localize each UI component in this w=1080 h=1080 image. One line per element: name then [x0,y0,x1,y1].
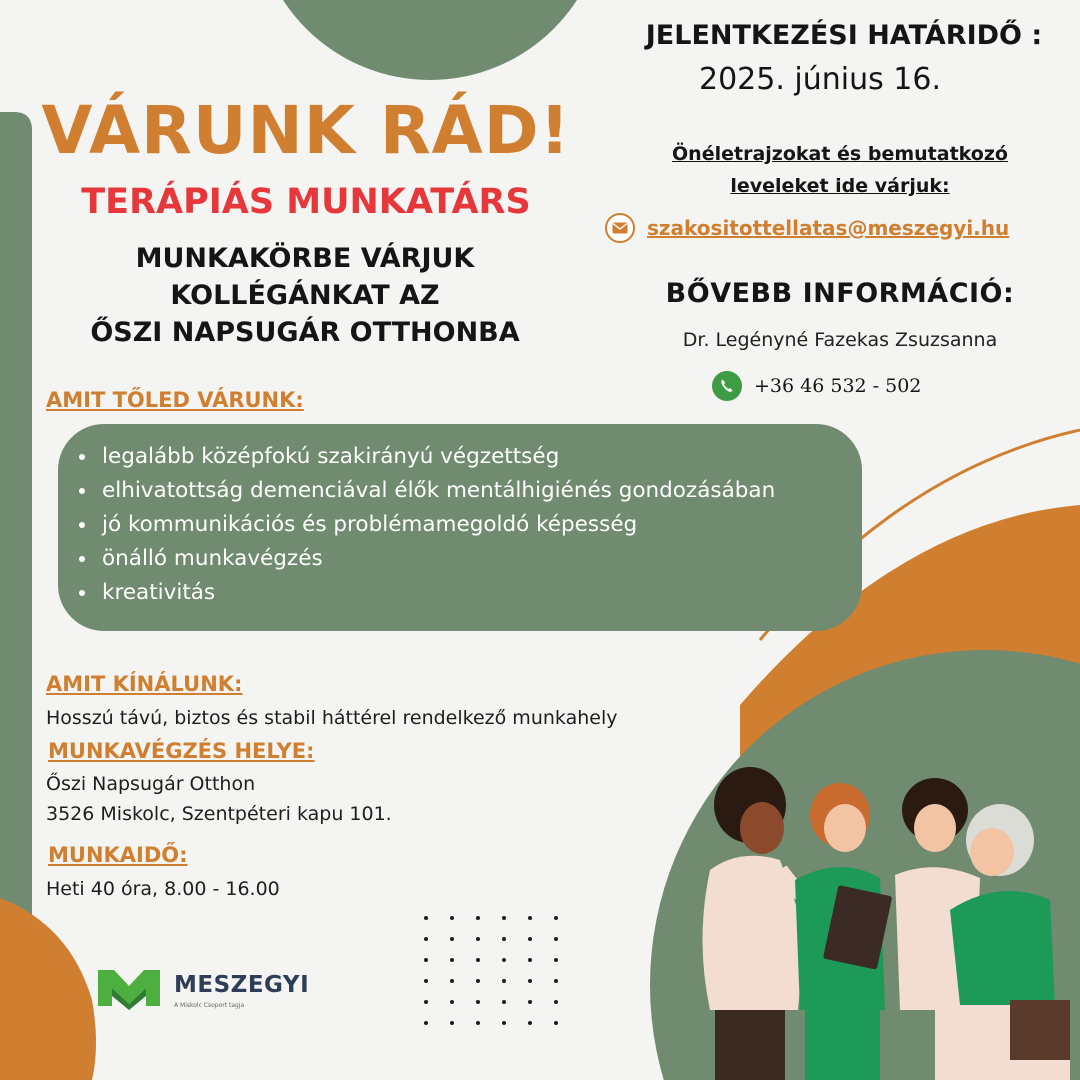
intro-line: ŐSZI NAPSUGÁR OTTHONBA [90,317,520,348]
decor-dot [554,958,558,962]
intro-line: MUNKAKÖRBE VÁRJUK [135,243,475,274]
envelope-icon [605,213,635,243]
decor-dot [476,1021,480,1025]
decor-dot [424,1000,428,1004]
list-item: • elhivatottság demenciával élők mentálhigiénés gondozásában [98,474,862,508]
email-link[interactable]: szakositottellatas@meszegyi.hu [647,216,1010,240]
list-item: • jó kommunikációs és problémamegoldó képesség [98,508,862,542]
decor-dot [450,916,454,920]
decor-dot [476,916,480,920]
workplace-address [46,769,392,829]
decor-dot [424,916,428,920]
decor-dot [554,937,558,941]
elderly-figure [935,804,1070,1080]
decor-dot [424,1021,428,1025]
top-green-circle [255,0,605,80]
deadline-label: JELENTKEZÉSI HATÁRIDŐ : [645,20,1043,51]
decor-dot [450,958,454,962]
email-row [605,211,1075,245]
decor-dot [450,1000,454,1004]
decor-dot [502,979,506,983]
decor-dot [502,916,506,920]
decor-dot [502,1000,506,1004]
caregivers-illustration [680,760,1080,1080]
decor-dot [502,1021,506,1025]
meszegyi-logo-icon [96,966,162,1010]
decor-dot [424,958,428,962]
requirements-heading: AMIT TŐLED VÁRUNK: [46,388,304,412]
decor-dot [528,916,532,920]
intro-text [80,240,530,351]
workplace-heading: MUNKAVÉGZÉS HELYE: [48,739,315,763]
offer-heading: AMIT KÍNÁLUNK: [46,672,243,696]
logo-tagline: A Miskolc Csoport tagja [174,1002,245,1009]
decor-dot [554,979,558,983]
dot-grid-decoration [420,912,570,1032]
decor-dot [476,979,480,983]
more-info-heading: BŐVEBB INFORMÁCIÓ: [665,278,1015,309]
hours-text: Heti 40 óra, 8.00 - 16.00 [46,878,280,900]
decor-dot [528,937,532,941]
left-green-bar [0,112,32,950]
decor-dot [554,1021,558,1025]
position-title: TERÁPIÁS MUNKATÁRS [81,182,531,222]
workplace-line: Őszi Napsugár Otthon [46,773,256,795]
nurse-figure [795,783,892,1080]
intro-line: KOLLÉGÁNKAT AZ [170,280,440,311]
list-item: • önálló munkavégzés [98,542,862,576]
list-item: • kreativitás [98,576,862,610]
decor-dot [424,937,428,941]
decor-dot [554,1000,558,1004]
decor-dot [528,1000,532,1004]
contact-name: Dr. Legényné Fazekas Zsuzsanna [682,329,998,351]
phone-icon [712,371,742,401]
decor-dot [476,958,480,962]
logo-name: MESZEGYI [174,972,310,998]
list-item: • legalább középfokú szakirányú végzettség [98,440,862,474]
decor-dot [554,916,558,920]
headline: VÁRUNK RÁD! [41,92,571,169]
decor-dot [502,958,506,962]
decor-dot [476,937,480,941]
deadline-date: 2025. június 16. [698,62,941,97]
phone-number[interactable]: +36 46 532 - 502 [754,375,922,397]
application-note [620,138,1060,202]
application-note-line: leveleket ide várjuk: [730,175,950,197]
decor-dot [502,937,506,941]
decor-dot [476,1000,480,1004]
phone-row [712,370,921,402]
hours-heading: MUNKAIDŐ: [48,843,188,867]
bottom-left-orange-shape [0,898,96,1080]
decor-dot [528,979,532,983]
decor-dot [450,1021,454,1025]
decor-dot [528,958,532,962]
requirements-list [84,440,862,610]
decor-dot [424,979,428,983]
application-note-line: Önéletrajzokat és bemutatkozó [672,143,1008,165]
offer-text: Hosszú távú, biztos és stabil háttérel rendelkező munkahely [46,707,618,729]
decor-dot [450,979,454,983]
decor-dot [528,1021,532,1025]
requirements-box [58,424,862,631]
workplace-line: 3526 Miskolc, Szentpéteri kapu 101. [46,803,392,825]
decor-dot [450,937,454,941]
